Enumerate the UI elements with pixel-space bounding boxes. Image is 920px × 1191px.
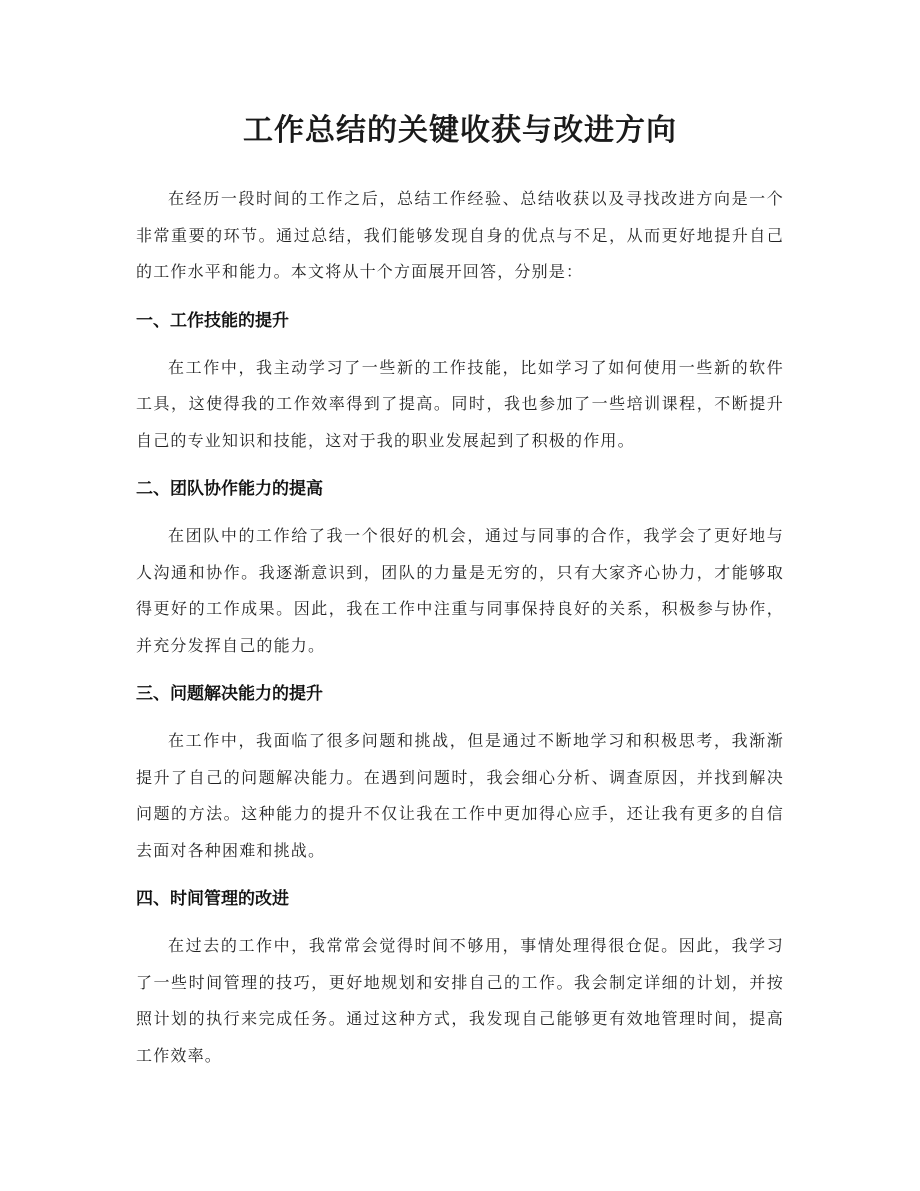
section-heading: 一、工作技能的提升 — [136, 310, 289, 331]
section-paragraph: 在工作中，我面临了很多问题和挑战，但是通过不断地学习和积极思考，我渐渐提升了自己的问题解决能力。在遇到问题时，我会细心分析、调查原因，并找到解决问题的方法。这种能力的提升不仅让我在工作中更加得心应手，还让我有更多的自信去面对各种困难和挑战。 — [136, 731, 784, 860]
section-heading: 四、时间管理的改进 — [136, 889, 289, 909]
section-paragraph: 在过去的工作中，我常常会觉得时间不够用，事情处理得很仓促。因此，我学习了一些时间管理的技巧，更好地规划和安排自己的工作。我会制定详细的计划，并按照计划的执行来完成任务。通过这种方式，我发现自己能够更有效地管理时间，提高工作效率。 — [136, 936, 784, 1065]
section-paragraph: 在工作中，我主动学习了一些新的工作技能，比如学习了如何使用一些新的软件工具，这使得我的工作效率得到了提高。同时，我也参加了一些培训课程，不断提升自己的专业知识和技能，这对于我的职业发展起到了积极的作用。 — [136, 357, 784, 450]
section-problem-solving — [136, 682, 784, 869]
intro-paragraph: 在经历一段时间的工作之后，总结工作经验、总结收获以及寻找改进方向是一个非常重要的环节。通过总结，我们能够发现自身的优点与不足，从而更好地提升自己的工作水平和能力。本文将从十个方面展开回答，分别是： — [136, 189, 784, 281]
section-teamwork — [136, 477, 784, 664]
section-heading: 三、问题解决能力的提升 — [136, 684, 323, 704]
section-paragraph: 在团队中的工作给了我一个很好的机会，通过与同事的合作，我学会了更好地与人沟通和协作。我逐渐意识到，团队的力量是无穷的，只有大家齐心协力，才能够取得更好的工作成果。因此，我在工作中注重与同事保持良好的关系，积极参与协作，并充分发挥自己的能力。 — [136, 526, 784, 655]
section-skills — [136, 309, 784, 460]
section-time-management — [136, 887, 784, 1074]
section-heading: 二、团队协作能力的提高 — [136, 479, 323, 499]
document-content — [136, 181, 784, 1078]
document-title: 工作总结的关键收获与改进方向 — [243, 113, 677, 148]
